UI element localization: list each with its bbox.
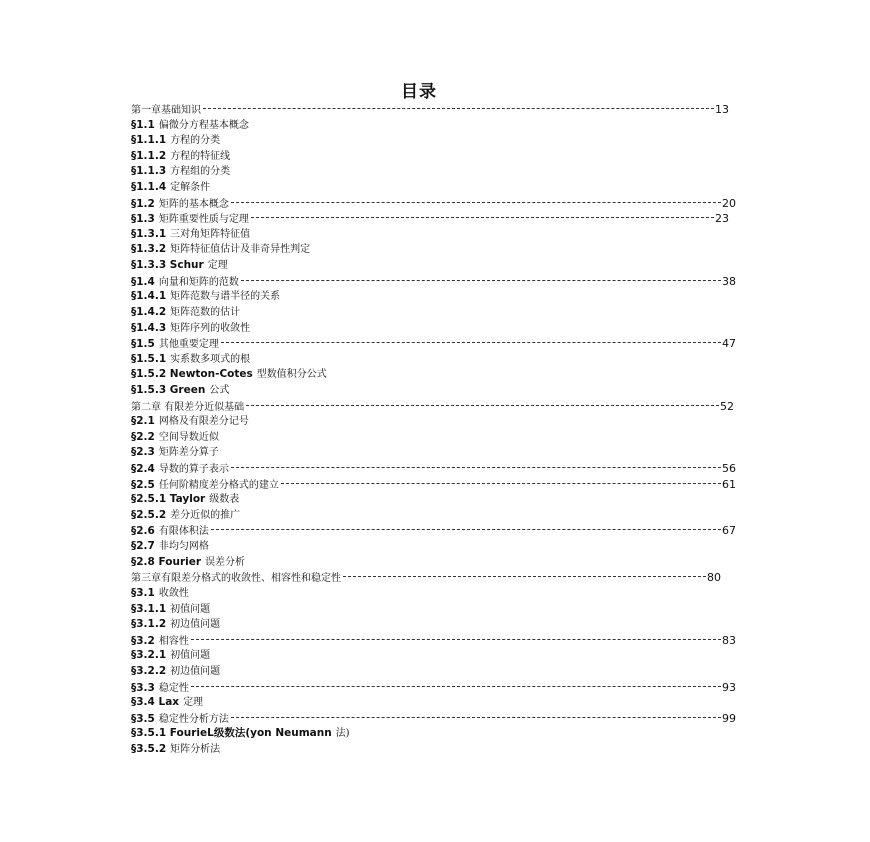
- toc-entry-number: §1.1.2: [131, 149, 167, 162]
- toc-entry[interactable]: [131, 258, 751, 274]
- toc-entry-title: 差分近似的推广: [170, 509, 241, 521]
- toc-entry-number: §3.5: [131, 712, 155, 725]
- toc-page-number: 83: [722, 633, 736, 647]
- toc-entry-number: §2.1: [131, 415, 155, 428]
- toc-entry[interactable]: [131, 133, 751, 149]
- toc-entry-number: §3.4 Lax: [131, 696, 180, 709]
- toc-entry-number: §1.4.3: [131, 321, 167, 334]
- table-of-contents: [131, 102, 751, 758]
- toc-entry-number: §1.4: [131, 275, 155, 288]
- toc-entry-number: §1.3.1: [131, 227, 167, 240]
- toc-entry-title: 三对角矩阵特征值: [170, 228, 251, 240]
- toc-entry[interactable]: [131, 695, 751, 711]
- toc-page-number: 52: [720, 399, 734, 413]
- toc-page-number: 93: [722, 680, 736, 694]
- toc-entry-title: 有限体积法: [158, 526, 209, 538]
- toc-entry-title: 初值问题: [170, 603, 211, 615]
- toc-entry-title: 初边值问题: [170, 665, 221, 677]
- toc-entry[interactable]: [131, 305, 751, 321]
- toc-entry[interactable]: [131, 274, 751, 290]
- toc-entry[interactable]: [131, 242, 751, 258]
- toc-entry[interactable]: [131, 383, 751, 399]
- toc-page-number: 56: [722, 462, 736, 476]
- toc-entry[interactable]: [131, 414, 751, 430]
- toc-entry-title: 定解条件: [170, 182, 211, 194]
- toc-entry-title: 向量和矩阵的范数: [158, 276, 239, 288]
- toc-entry-number: §3.5.2: [131, 742, 167, 755]
- toc-leader-dashes: [241, 280, 721, 281]
- toc-leader-dashes: [231, 467, 721, 468]
- toc-page-number: 23: [715, 212, 729, 226]
- toc-entry-number: §1.1.3: [131, 165, 167, 178]
- toc-entry-title: 方程的特征线: [170, 150, 231, 162]
- toc-page-number: 38: [722, 274, 736, 288]
- toc-entry-title: 矩阵差分算子: [158, 447, 219, 459]
- toc-entry[interactable]: [131, 726, 751, 742]
- toc-entry[interactable]: [131, 336, 751, 352]
- toc-entry[interactable]: [131, 149, 751, 165]
- toc-leader-dashes: [211, 529, 721, 530]
- toc-entry-title: 级数表: [209, 494, 240, 506]
- toc-entry-number: §2.8 Fourier: [131, 555, 202, 568]
- toc-entry-number: §1.1.1: [131, 134, 167, 147]
- toc-entry[interactable]: [131, 648, 751, 664]
- toc-entry-title: 公式: [209, 384, 230, 396]
- toc-entry-number: §3.2.2: [131, 664, 167, 677]
- toc-page-number: 67: [722, 524, 736, 538]
- toc-entry[interactable]: [131, 492, 751, 508]
- toc-entry-number: §1.1: [131, 118, 155, 131]
- toc-entry-number: §1.3.3 Schur: [131, 259, 204, 272]
- toc-entry-title: 网格及有限差分记号: [158, 416, 249, 428]
- toc-entry-number: §1.3.2: [131, 243, 167, 256]
- toc-page-number: 80: [707, 571, 721, 585]
- toc-entry-number: §2.5.1 Taylor: [131, 493, 206, 506]
- toc-entry[interactable]: [131, 118, 751, 134]
- toc-entry[interactable]: [131, 586, 751, 602]
- toc-entry-number: §3.1.2: [131, 618, 167, 631]
- toc-entry-title: 导数的算子表示: [158, 464, 229, 476]
- toc-entry-number: §1.4.2: [131, 305, 167, 318]
- toc-entry-title: 实系数多项式的根: [170, 353, 251, 365]
- toc-entry[interactable]: [131, 664, 751, 680]
- toc-entry-number: §1.3: [131, 213, 155, 226]
- toc-leader-dashes: [231, 202, 721, 203]
- toc-entry-title: 方程的分类: [170, 135, 221, 147]
- toc-entry[interactable]: [131, 602, 751, 618]
- toc-leader-dashes: [231, 717, 721, 718]
- toc-entry-title: 任何阶精度差分格式的建立: [158, 479, 279, 491]
- toc-entry-number: §1.5.1: [131, 352, 167, 365]
- toc-leader-dashes: [203, 108, 714, 109]
- toc-entry-number: §3.1: [131, 586, 155, 599]
- toc-entry-title: 稳定性: [158, 682, 189, 694]
- toc-entry-number: §1.4.1: [131, 290, 167, 303]
- toc-entry-title: 第一章基础知识: [131, 105, 201, 116]
- toc-entry[interactable]: [131, 399, 751, 415]
- toc-entry-number: §1.2: [131, 197, 155, 210]
- toc-entry-title: 方程组的分类: [170, 166, 231, 178]
- toc-entry-number: §2.7: [131, 540, 155, 553]
- toc-leader-dashes: [251, 217, 714, 218]
- toc-entry[interactable]: [131, 711, 751, 727]
- toc-entry-title: 第二章 有限差分近似基础: [131, 401, 245, 413]
- toc-leader-dashes: [191, 639, 721, 640]
- toc-entry[interactable]: [131, 570, 751, 586]
- toc-entry[interactable]: [131, 461, 751, 477]
- toc-page-number: 20: [722, 196, 736, 210]
- toc-entry[interactable]: [131, 227, 751, 243]
- toc-entry-title: 矩阵特征值估计及非奇异性判定: [170, 244, 311, 256]
- toc-leader-dashes: [246, 405, 719, 406]
- toc-entry-title: 矩阵分析法: [170, 743, 221, 755]
- page-title: 目录: [401, 82, 437, 102]
- toc-entry-title: 误差分析: [205, 556, 246, 568]
- toc-entry-number: §1.5.3 Green: [131, 383, 206, 396]
- toc-entry-title: 第三章有限差分格式的收敛性、相容性和稳定性: [131, 573, 341, 585]
- toc-entry[interactable]: [131, 196, 751, 212]
- toc-entry-title: 矩阵范数的估计: [170, 306, 241, 318]
- toc-entry[interactable]: [131, 617, 751, 633]
- toc-entry-title: 型数值积分公式: [256, 369, 327, 381]
- toc-entry[interactable]: [131, 445, 751, 461]
- toc-entry-title: 矩阵序列的收敛性: [170, 322, 251, 334]
- toc-entry[interactable]: [131, 164, 751, 180]
- toc-entry[interactable]: [131, 367, 751, 383]
- toc-entry-title: 相容性: [158, 635, 189, 647]
- toc-entry[interactable]: [131, 289, 751, 305]
- toc-entry[interactable]: [131, 633, 751, 649]
- toc-entry-number: §3.2.1: [131, 649, 167, 662]
- toc-entry[interactable]: [131, 539, 751, 555]
- toc-entry[interactable]: [131, 102, 751, 118]
- toc-entry[interactable]: [131, 523, 751, 539]
- toc-leader-dashes: [191, 686, 721, 687]
- toc-entry-number: §1.5: [131, 338, 155, 351]
- toc-entry-title: 偏微分方程基本概念: [158, 119, 249, 131]
- toc-entry-title: 收敛性: [158, 587, 189, 599]
- toc-entry-number: §3.5.1 FourieL级数法(yon Neumann: [131, 727, 332, 740]
- toc-entry-title: 定理: [207, 260, 228, 272]
- toc-leader-dashes: [281, 483, 721, 484]
- toc-entry-number: §2.3: [131, 446, 155, 459]
- toc-entry-number: §1.1.4: [131, 181, 167, 194]
- toc-page-number: 61: [722, 477, 736, 491]
- toc-entry-title: 空间导数近似: [158, 431, 219, 443]
- toc-entry[interactable]: [131, 680, 751, 696]
- toc-entry-title: 其他重要定理: [158, 339, 219, 351]
- toc-entry-title: 初值问题: [170, 650, 211, 662]
- toc-entry-number: §3.1.1: [131, 602, 167, 615]
- toc-entry[interactable]: [131, 211, 751, 227]
- toc-leader-dashes: [343, 576, 706, 577]
- toc-entry-number: §1.5.2 Newton-Cotes: [131, 368, 253, 381]
- toc-entry-number: §2.5.2: [131, 508, 167, 521]
- toc-entry-title: 矩阵范数与谱半径的关系: [170, 291, 281, 303]
- toc-entry-number: §2.2: [131, 430, 155, 443]
- toc-page-number: 99: [722, 711, 736, 725]
- toc-entry[interactable]: [131, 430, 751, 446]
- toc-entry-number: §3.3: [131, 681, 155, 694]
- toc-page-number: 13: [715, 103, 729, 116]
- toc-entry[interactable]: [131, 321, 751, 337]
- toc-entry-number: §2.5: [131, 478, 155, 491]
- toc-entry-title: 矩阵重要性质与定理: [158, 214, 249, 226]
- toc-entry-title: 稳定性分析方法: [158, 713, 229, 725]
- toc-entry-title: 矩阵的基本概念: [158, 198, 229, 210]
- toc-entry-number: §2.4: [131, 463, 155, 476]
- toc-entry[interactable]: [131, 352, 751, 368]
- toc-entry[interactable]: [131, 742, 751, 758]
- toc-page-number: 47: [722, 337, 736, 351]
- toc-entry-number: §3.2: [131, 634, 155, 647]
- toc-entry[interactable]: [131, 555, 751, 571]
- toc-entry-title: 初边值问题: [170, 619, 221, 631]
- toc-entry-number: §2.6: [131, 525, 155, 538]
- toc-entry[interactable]: [131, 508, 751, 524]
- toc-entry[interactable]: [131, 180, 751, 196]
- toc-entry-title: 法): [335, 728, 350, 740]
- toc-entry-title: 非均匀网格: [158, 541, 209, 553]
- toc-leader-dashes: [221, 342, 721, 343]
- toc-entry-title: 定理: [183, 697, 204, 709]
- toc-entry[interactable]: [131, 477, 751, 493]
